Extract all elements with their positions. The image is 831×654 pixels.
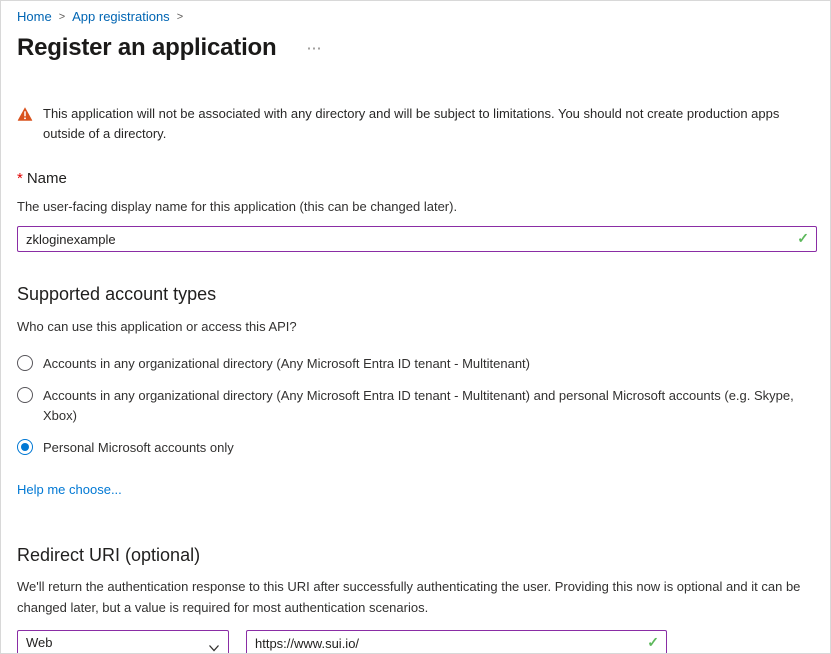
application-name-input[interactable] xyxy=(17,226,817,252)
breadcrumb-app-registrations-link[interactable]: App registrations xyxy=(72,9,170,24)
radio-option-multitenant[interactable] xyxy=(17,354,814,374)
account-type-radio-group xyxy=(17,354,814,458)
breadcrumb-home-link[interactable]: Home xyxy=(17,9,52,24)
help-me-choose-link[interactable]: Help me choose... xyxy=(17,482,122,497)
directory-warning xyxy=(17,104,817,144)
page-title: Register an application xyxy=(17,34,277,61)
radio-option-label[interactable]: Accounts in any organizational directory (Any Microsoft Entra ID tenant - Multitenant) xyxy=(43,356,530,371)
required-marker: * xyxy=(17,170,23,187)
name-field-label xyxy=(17,170,814,187)
radio-option-label[interactable]: Accounts in any organizational directory (Any Microsoft Entra ID tenant - Multitenant) and personal Microsoft accounts (e.g. Skype, Xbox) xyxy=(43,388,794,423)
radio-button-icon[interactable] xyxy=(17,439,33,455)
radio-option-multitenant-personal[interactable] xyxy=(17,386,814,426)
more-options-icon[interactable]: ⋯ xyxy=(306,40,323,57)
breadcrumb-separator-icon: > xyxy=(58,10,66,23)
platform-select[interactable] xyxy=(17,630,229,654)
supported-account-types-heading: Supported account types xyxy=(17,284,217,304)
name-field-description: The user-facing display name for this application (this can be changed later). xyxy=(17,199,458,214)
valid-check-icon: ✓ xyxy=(797,230,809,246)
account-types-question: Who can use this application or access this API? xyxy=(17,319,297,334)
redirect-uri-input[interactable] xyxy=(246,630,667,654)
radio-button-icon[interactable] xyxy=(17,355,33,371)
name-label-text: Name xyxy=(26,170,67,187)
breadcrumb xyxy=(17,1,814,24)
radio-button-icon[interactable] xyxy=(17,387,33,403)
redirect-uri-description: We'll return the authentication response to this URI after successfully authenticating the user. Providing this now is optional and it can be changed later, but a value is required for most authentication scenarios. xyxy=(17,579,801,615)
platform-select-value: Web xyxy=(26,635,53,650)
warning-triangle-icon xyxy=(17,106,33,127)
valid-check-icon: ✓ xyxy=(647,634,659,650)
radio-option-label[interactable]: Personal Microsoft accounts only xyxy=(43,440,234,455)
chevron-down-icon xyxy=(208,638,220,654)
redirect-uri-heading: Redirect URI (optional) xyxy=(17,545,201,565)
warning-text: This application will not be associated with any directory and will be subject to limitations. You should not create production apps outside of a directory. xyxy=(43,106,780,141)
radio-option-personal-only[interactable] xyxy=(17,438,814,458)
breadcrumb-separator-icon: > xyxy=(176,10,184,23)
